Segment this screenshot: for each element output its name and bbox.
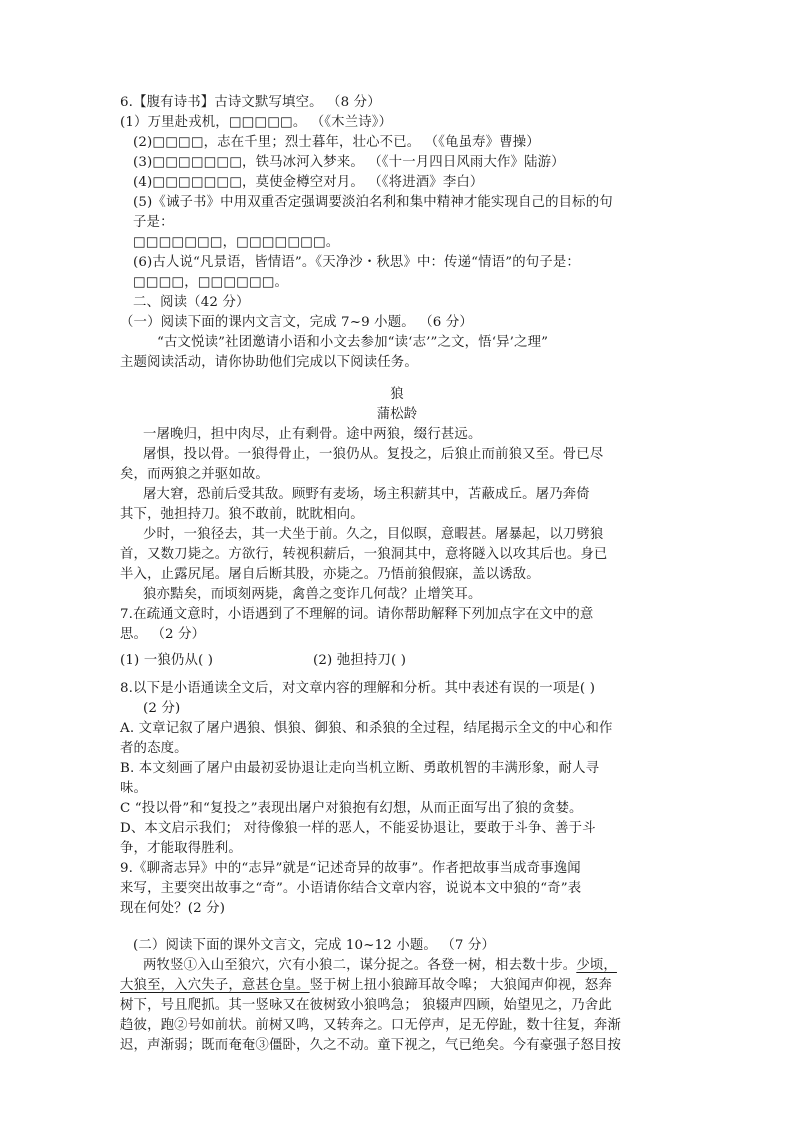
passage2-underlined-1: 少顷， (576, 958, 617, 973)
q7-item-1: (1) 一狼仍从( ) (120, 653, 214, 668)
q7-prompt: 7.在疏通文意时，小语遇到了不理解的词。请你帮助解释下列加点字在文中的意 (120, 607, 594, 622)
q7-item-2: (2) 弛担持刀( ) (313, 653, 407, 668)
passage2-line-2-text: 竖于树上扭小狼蹄耳故令嗥； 大狼闻声仰视，怒奔 (309, 978, 612, 993)
q6-item-5-cont: 子是： (133, 215, 174, 230)
q8-option-a-cont: 者的态度。 (120, 741, 188, 756)
q7-prompt-cont: 思。 （2 分） (120, 627, 206, 642)
q6-heading: 6.【腹有诗书】古诗文默写填空。 （8 分） (120, 95, 381, 110)
passage-para-5: 狼亦黠矣，而顷刻两毙，禽兽之变诈几何哉？止增笑耳。 (143, 587, 482, 602)
intro-paragraph-cont: 主题阅读活动，请你协助他们完成以下阅读任务。 (120, 355, 418, 370)
q6-item-6-blanks: □□□□，□□□□□□。 (133, 275, 289, 290)
q8-option-d: D、本文启示我们； 对待像狼一样的恶人，不能妥协退让，要敢于斗争、善于斗 (120, 821, 596, 836)
q9-prompt-end: 现在何处？(2 分) (120, 901, 226, 916)
q6-item-5-blanks: □□□□□□□，□□□□□□□。 (133, 235, 340, 250)
q8-option-b: B. 本文刻画了屠户由最初妥协退让走向当机立断、勇敢机智的丰满形象，耐人寻 (120, 761, 600, 776)
passage-para-4: 少时，一狼径去，其一犬坐于前。久之，目似暝，意暇甚。屠暴起，以刀劈狼 (143, 527, 604, 542)
passage-para-1: 一屠晚归，担中肉尽，止有剩骨。途中两狼，缀行甚远。 (143, 427, 482, 442)
passage-para-4-end: 半入，止露尻尾。屠自后断其股，亦毙之。乃悟前狼假寐，盖以诱敌。 (120, 567, 540, 582)
q6-item-6: (6)古人说“凡景语，皆情语”。《天净沙・秋思》中：传递“情语”的句子是： (133, 255, 580, 270)
q6-item-5: (5)《诫子书》中用双重否定强调要淡泊名利和集中精神才能实现自己的目标的句 (133, 195, 613, 210)
passage2-line-4: 趋彼，跑②号如前状。前树又鸣，又转奔之。口无停声，足无停趾，数十往复，奔渐 (120, 1018, 622, 1033)
subsection-2-heading: (二）阅读下面的课外文言文，完成 10~12 小题。 （7 分） (133, 938, 496, 953)
passage-para-2-cont: 矣，而两狼之并驱如故。 (120, 467, 269, 482)
passage-para-4-cont: 首，又数刀毙之。方欲行，转视积薪后，一狼洞其中，意将隧入以攻其后也。身已 (120, 547, 608, 562)
q8-option-d-cont: 争，才能取得胜利。 (120, 841, 242, 856)
section-reading-heading: 二、阅读（42 分） (133, 295, 250, 310)
intro-paragraph: “古文悦读”社团邀请小语和小文去参加“读‘志’”之文，悟‘异’之理” (157, 335, 549, 350)
q8-option-b-cont: 味。 (120, 781, 148, 796)
q8-prompt: 8.以下是小语通读全文后，对文章内容的理解和分析。其中表述有误的一项是( ) (120, 681, 596, 696)
passage-author: 蒲松龄 (376, 407, 418, 422)
passage-title: 狼 (390, 387, 404, 402)
subsection-1-heading: （一）阅读下面的课内文言文，完成 7~9 小题。 （6 分） (120, 315, 473, 330)
q8-option-c: C “投以骨”和“复投之”表现出屠户对狼抱有幻想，从而正面写出了狼的贪婪。 (120, 801, 583, 816)
passage2-line-5: 迟，声渐弱；既而奄奄③僵卧，久之不动。童下视之，气已绝矣。今有豪强子怒目按 (120, 1038, 622, 1053)
q8-option-a: A. 文章记叙了屠户遇狼、惧狼、御狼、和杀狼的全过程，结尾揭示全文的中心和作 (120, 721, 613, 736)
passage2-line-3: 树下，号且爬抓。其一竖咏又在彼树致小狼鸣急； 狼辍声四顾，始望见之，乃舍此 (120, 998, 612, 1013)
q6-item-3: (3)□□□□□□□，铁马冰河入梦来。 （《十一月四日风雨大作》陆游） (133, 155, 565, 170)
q6-item-1: (1）万里赴戎机，□□□□□。 （《木兰诗》） (120, 115, 393, 130)
passage2-underlined-2: 大狼至，入穴失子，意甚仓皇。 (120, 978, 310, 993)
q9-prompt: 9.《聊斋志异》中的“志异”就是“记述奇异的故事”。作者把故事当成奇事逸闻 (120, 861, 581, 876)
q8-points: (2 分) (143, 701, 181, 716)
q6-item-4: (4)□□□□□□□，莫使金樽空对月。 （《将进酒》李白） (133, 175, 484, 190)
passage-para-3: 屠大窘，恐前后受其敌。顾野有麦场，场主积薪其中，苫蔽成丘。屠乃奔倚 (143, 487, 590, 502)
passage2-line-1 (143, 957, 617, 975)
q6-item-2: (2)□□□□，志在千里；烈士暮年，壮心不已。 （《龟虽寿》曹操） (133, 135, 540, 150)
passage-para-3-cont: 其下，弛担持刀。狼不敢前，眈眈相向。 (120, 507, 364, 522)
passage-para-2: 屠惧，投以骨。一狼得骨止，一狼仍从。复投之，后狼止而前狼又至。骨已尽 (143, 447, 604, 462)
passage2-line-1-text: 两牧竖①入山至狼穴，穴有小狼二，谋分捉之。各登一树，相去数十步。 (143, 958, 577, 973)
q9-prompt-cont: 来写，主要突出故事之“奇”。小语请你结合文章内容，说说本文中狼的“奇”表 (120, 881, 582, 896)
passage2-line-2 (120, 977, 612, 995)
